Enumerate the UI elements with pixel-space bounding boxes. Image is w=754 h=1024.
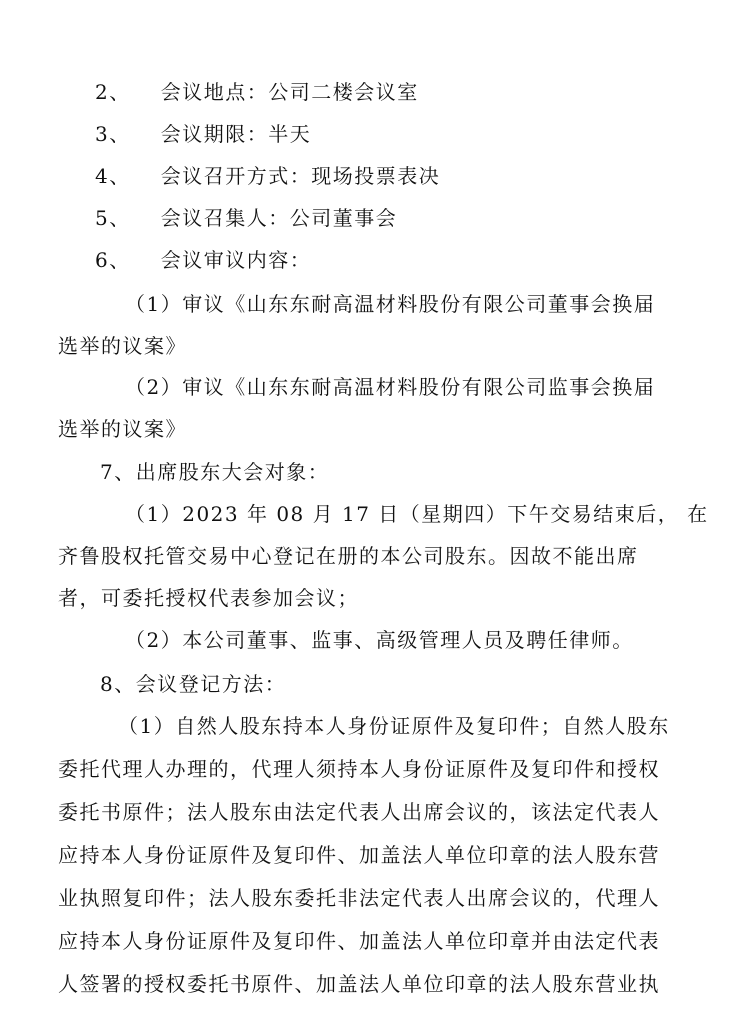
- registration-line: 委托书原件；法人股东由法定代表人出席会议的，该法定代表人: [58, 800, 660, 824]
- item-number: 3、: [95, 122, 131, 146]
- registration-line: 应持本人身份证原件及复印件、加盖法人单位印章的法人股东营: [58, 843, 660, 867]
- item-number: 6、: [95, 248, 131, 272]
- item-text: 会议地点：公司二楼会议室: [160, 80, 419, 104]
- review-item-1-line-1: （1）审议《山东东耐高温材料股份有限公司董事会换届: [125, 292, 656, 316]
- registration-heading: 8、会议登记方法：: [100, 672, 287, 696]
- item-text: 会议召集人：公司董事会: [160, 206, 398, 230]
- item-text: 会议审议内容：: [160, 248, 312, 272]
- attendees-p1-line-1: （1）2023 年 08 月 17 日（星期四）下午交易结束后， 在: [125, 502, 709, 526]
- item-2: [95, 80, 419, 104]
- review-item-1-line-2: 选举的议案》: [58, 334, 187, 358]
- registration-line: 业执照复印件；法人股东委托非法定代表人出席会议的，代理人: [58, 886, 660, 910]
- item-4: [95, 164, 440, 188]
- item-5: [95, 206, 397, 230]
- review-item-2-line-2: 选举的议案》: [58, 417, 187, 441]
- item-number: 2、: [95, 80, 131, 104]
- item-number: 5、: [95, 206, 131, 230]
- registration-line: 应持本人身份证原件及复印件、加盖法人单位印章并由法定代表: [58, 929, 660, 953]
- attendees-p1-line-3: 者，可委托授权代表参加会议；: [58, 586, 359, 610]
- attendees-heading: 7、出席股东大会对象：: [100, 460, 330, 484]
- attendees-p1-line-2: 齐鲁股权托管交易中心登记在册的本公司股东。因故不能出席: [58, 544, 639, 568]
- item-text: 会议期限：半天: [160, 122, 312, 146]
- review-item-2-line-1: （2）审议《山东东耐高温材料股份有限公司监事会换届: [125, 375, 656, 399]
- registration-line: 人签署的授权委托书原件、加盖法人单位印章的法人股东营业执: [58, 972, 660, 996]
- item-6: [95, 248, 311, 272]
- attendees-p2: （2）本公司董事、监事、高级管理人员及聘任律师。: [125, 628, 634, 652]
- registration-line: 委托代理人办理的，代理人须持本人身份证原件及复印件和授权: [58, 757, 660, 781]
- item-number: 4、: [95, 164, 131, 188]
- item-3: [95, 122, 311, 146]
- item-text: 会议召开方式：现场投票表决: [160, 164, 441, 188]
- registration-line: （1）自然人股东持本人身份证原件及复印件；自然人股东: [118, 714, 670, 738]
